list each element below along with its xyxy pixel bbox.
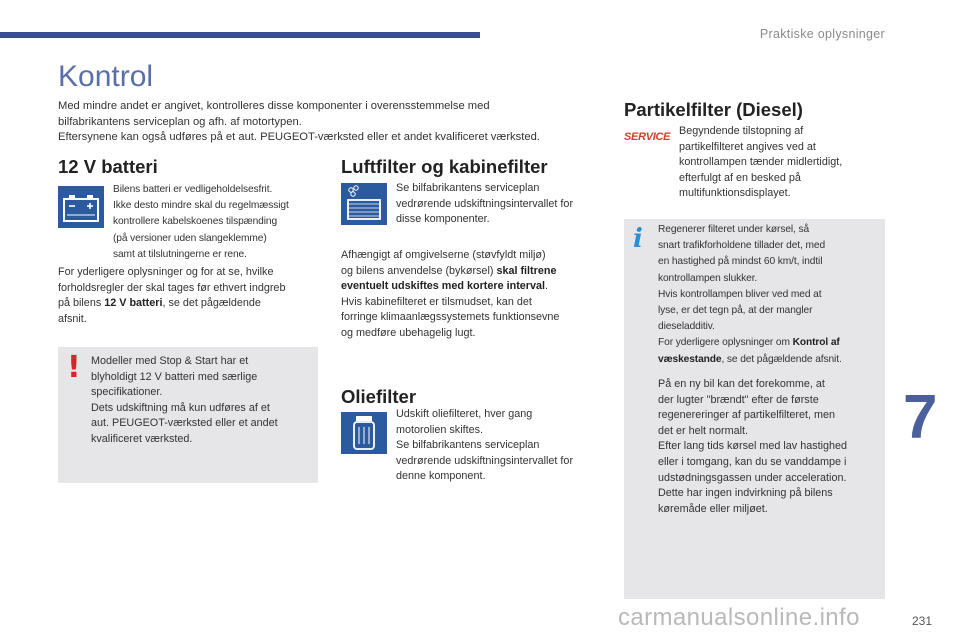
chapter-number: 7 bbox=[903, 383, 938, 452]
warning-icon: ! bbox=[67, 350, 81, 385]
battery-warning-text: Modeller med Stop & Start har et blyholdigt 12 V batteri med særlige specifikationer. Dets udskiftning må kun udføres af et aut. PEUGEOT-værksted eller et andet kvalificeret værksted. bbox=[91, 355, 278, 445]
section-label: Praktiske oplysninger bbox=[759, 27, 885, 41]
battery-description: Bilens batteri er vedligeholdelsesfrit. Ikke desto mindre skal du regelmæssigt kontrollere kabelskoenes tilspænding (på versioner uden slangeklemme) samt at tilslutningerne er rene. bbox=[113, 184, 289, 260]
oil-filter-heading: Oliefilter bbox=[341, 386, 417, 407]
header-accent-bar bbox=[0, 32, 480, 38]
particle-filter-note: På en ny bil kan det forekomme, at der lugter "brændt" efter de første regenereringer af partikelfilteret, men det er helt normalt. Efter lang tids kørsel med lav hastighed eller i tomgang, kan du se vanddampe i udstødningsgassen under acceleration. Dette har ingen indvirkning på bilens køremåde eller miljøet. bbox=[658, 378, 848, 515]
intro-text: Med mindre andet er angivet, kontrolleres disse komponenter i overensstemmelse med bilfabrikantens serviceplan og afh. af motortypen. Eftersynene kan også udføres på et aut. PEUGEOT-værksted eller et andet kvalificeret værksted. bbox=[58, 100, 540, 143]
oil-filter-description: Udskift oliefilteret, hver gang motorolien skiftes. Se bilfabrikantens serviceplan vedrørende udskiftningsintervallet for denne komponent. bbox=[396, 408, 574, 483]
page-title: Kontrol bbox=[58, 60, 154, 93]
page-number: 231 bbox=[912, 614, 933, 628]
air-filter-heading: Luftfilter og kabinefilter bbox=[341, 156, 548, 177]
air-filter-description: Se bilfabrikantens serviceplan vedrørende udskiftningsintervallet for disse komponenter. bbox=[396, 182, 574, 226]
air-filter-details: Afhængigt af omgivelserne (støvfyldt miljø) og bilens anvendelse (bykørsel) skal filtrene eventuelt udskiftes med kortere interval. Hvis kabinefilteret er tilsmudset, kan det forringe klimaanlægssystemets funktionsevne og medføre ubehagelig lugt. bbox=[341, 249, 560, 339]
air-filter-icon bbox=[341, 183, 387, 225]
particle-filter-heading: Partikelfilter (Diesel) bbox=[624, 99, 803, 120]
watermark: carmanualsonline.info bbox=[618, 604, 860, 631]
battery-link: 12 V batteri bbox=[104, 297, 163, 310]
battery-heading: 12 V batteri bbox=[58, 156, 158, 177]
battery-icon bbox=[58, 186, 104, 228]
info-icon: i bbox=[633, 224, 643, 254]
oil-filter-icon bbox=[341, 412, 387, 454]
battery-more-info: For yderligere oplysninger og for at se, hvilke forholdsregler der skal tages før ethvert indgreb på bilens 12 V batteri, se det pågældende afsnit. bbox=[58, 266, 286, 325]
particle-filter-description: Begyndende tilstopning af partikelfilteret angives ved at kontrollampen tænder midlertidigt, efterfulgt af en besked på multifunktionsdisplayet. bbox=[679, 125, 843, 200]
particle-filter-info-text: Regenerer filteret under kørsel, så snart trafikforholdene tillader det, med en hastighed på mindst 60 km/t, indtil kontrollampen slukker. Hvis kontrollampen bliver ved med at lyse, er det tegn på, at der mangler dieseladditiv. For yderligere oplysninger om Kontrol af væskestande, se det pågældende afsnit. bbox=[658, 224, 842, 365]
service-warning-icon: SERVICE bbox=[624, 131, 671, 143]
